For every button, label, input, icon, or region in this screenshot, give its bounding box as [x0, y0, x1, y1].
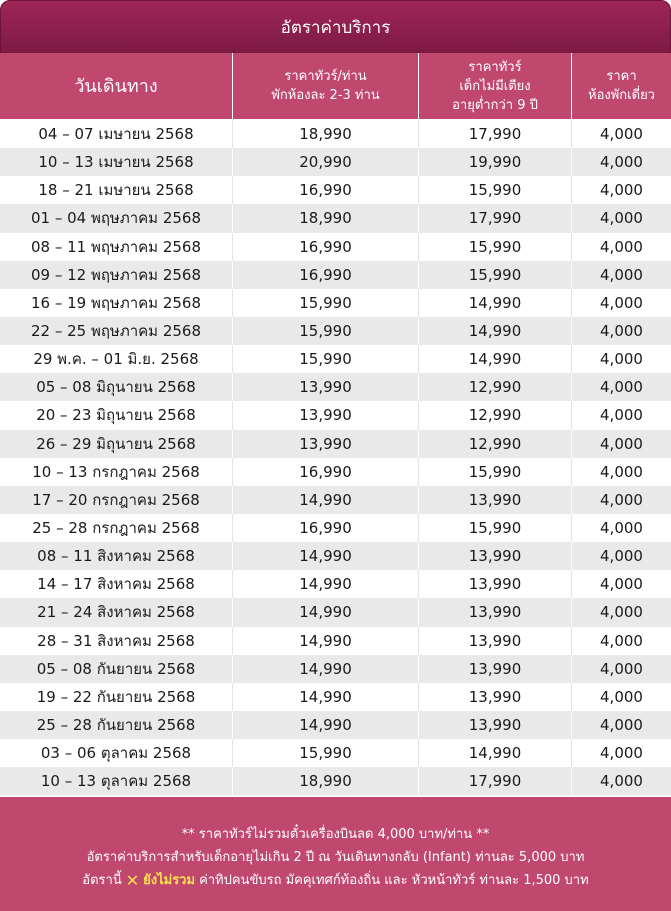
cell-single-room: 4,000 [600, 237, 643, 256]
cell-date: 10 – 13 เมษายน 2568 [0, 148, 233, 176]
table-row [0, 345, 671, 373]
cell-single-room: 4,000 [600, 378, 643, 397]
notes-footer [0, 797, 671, 911]
cell-single-room: 4,000 [600, 434, 643, 453]
table-row [0, 120, 671, 148]
cell-single-room: 4,000 [600, 406, 643, 425]
cell-single-room: 4,000 [600, 490, 643, 509]
cell-adult-price: 14,990 [233, 570, 419, 598]
cell-date: 08 – 11 สิงหาคม 2568 [0, 542, 233, 570]
cell-adult-price: 15,990 [233, 289, 419, 317]
table-row [0, 373, 671, 401]
cell-single-room: 4,000 [600, 744, 643, 763]
cell-adult-price: 20,990 [233, 148, 419, 176]
cell-adult-price: 14,990 [233, 711, 419, 739]
table-header [0, 53, 671, 119]
cell-child-price: 13,990 [419, 627, 572, 655]
table-row [0, 514, 671, 542]
table-row [0, 767, 671, 795]
table-row [0, 655, 671, 683]
cell-single-room: 4,000 [600, 772, 643, 791]
table-title: อัตราค่าบริการ [0, 0, 671, 54]
note-infant: อัตราค่าบริการสำหรับเด็กอายุไม่เกิน 2 ปี ณ วันเดินทางกลับ (Infant) ท่านละ 5,000 บาท [86, 849, 585, 865]
table-row [0, 401, 671, 429]
cell-date: 05 – 08 กันยายน 2568 [0, 655, 233, 683]
cell-single-room: 4,000 [600, 716, 643, 735]
cell-adult-price: 15,990 [233, 739, 419, 767]
table-row [0, 598, 671, 626]
cell-single-room: 4,000 [600, 631, 643, 650]
cell-date: 08 – 11 พฤษภาคม 2568 [0, 233, 233, 261]
note-tips [82, 869, 588, 892]
table-row [0, 261, 671, 289]
cell-single-room: 4,000 [600, 153, 643, 172]
cell-child-price: 17,990 [419, 767, 572, 795]
cell-date: 28 – 31 สิงหาคม 2568 [0, 627, 233, 655]
cell-date: 21 – 24 สิงหาคม 2568 [0, 598, 233, 626]
cell-child-price: 13,990 [419, 711, 572, 739]
cell-single-room: 4,000 [600, 659, 643, 678]
cell-adult-price: 18,990 [233, 204, 419, 232]
cell-single-room: 4,000 [600, 575, 643, 594]
header-child-price [419, 53, 572, 119]
table-row [0, 627, 671, 655]
cell-date: 29 พ.ค. – 01 มิ.ย. 2568 [0, 345, 233, 373]
table-row [0, 542, 671, 570]
cell-date: 18 – 21 เมษายน 2568 [0, 176, 233, 204]
header-adult-line1: ราคาทัวร์/ท่าน [284, 69, 367, 84]
header-child-line1: ราคาทัวร์ [468, 59, 522, 75]
cell-child-price: 19,990 [419, 148, 572, 176]
cell-single-room: 4,000 [600, 209, 643, 228]
cell-date: 05 – 08 มิถุนายน 2568 [0, 373, 233, 401]
table-row [0, 711, 671, 739]
cell-date: 04 – 07 เมษายน 2568 [0, 120, 233, 148]
cell-child-price: 15,990 [419, 233, 572, 261]
header-adult-line2: พักห้องละ 2-3 ท่าน [271, 88, 380, 103]
cell-adult-price: 13,990 [233, 373, 419, 401]
cell-date: 17 – 20 กรกฎาคม 2568 [0, 486, 233, 514]
cell-child-price: 15,990 [419, 176, 572, 204]
cell-date: 09 – 12 พฤษภาคม 2568 [0, 261, 233, 289]
cell-child-price: 15,990 [419, 261, 572, 289]
header-single-room [572, 53, 671, 119]
cell-single-room: 4,000 [600, 603, 643, 622]
cell-single-room: 4,000 [600, 462, 643, 481]
cell-date: 19 – 22 กันยายน 2568 [0, 683, 233, 711]
cell-single-room: 4,000 [600, 265, 643, 284]
cell-single-room: 4,000 [600, 293, 643, 312]
cell-date: 20 – 23 มิถุนายน 2568 [0, 401, 233, 429]
cell-date: 01 – 04 พฤษภาคม 2568 [0, 204, 233, 232]
cell-child-price: 13,990 [419, 542, 572, 570]
cell-single-room: 4,000 [600, 519, 643, 538]
note-tips-rest: ค่าทิปคนขับรถ มัคคุเทศก์ท้องถิ่น และ หัวหน้าทัวร์ ท่านละ 1,500 บาท [199, 872, 589, 888]
cell-child-price: 13,990 [419, 570, 572, 598]
cell-date: 03 – 06 ตุลาคม 2568 [0, 739, 233, 767]
cell-adult-price: 18,990 [233, 120, 419, 148]
cross-mark-icon: ✕ [125, 870, 140, 890]
header-single-line2: ห้องพักเดี่ยว [588, 88, 655, 103]
cell-single-room: 4,000 [600, 547, 643, 566]
cell-date: 16 – 19 พฤษภาคม 2568 [0, 289, 233, 317]
cell-date: 10 – 13 กรกฎาคม 2568 [0, 458, 233, 486]
cell-adult-price: 16,990 [233, 261, 419, 289]
table-row [0, 148, 671, 176]
cell-adult-price: 14,990 [233, 627, 419, 655]
cell-adult-price: 18,990 [233, 767, 419, 795]
cell-adult-price: 14,990 [233, 655, 419, 683]
cell-adult-price: 14,990 [233, 542, 419, 570]
cell-adult-price: 14,990 [233, 683, 419, 711]
cell-child-price: 12,990 [419, 401, 572, 429]
header-date: วันเดินทาง [0, 53, 233, 119]
cell-date: 26 – 29 มิถุนายน 2568 [0, 430, 233, 458]
cell-child-price: 14,990 [419, 345, 572, 373]
cell-date: 10 – 13 ตุลาคม 2568 [0, 767, 233, 795]
cell-child-price: 13,990 [419, 598, 572, 626]
table-row [0, 486, 671, 514]
cell-adult-price: 16,990 [233, 176, 419, 204]
cell-adult-price: 15,990 [233, 345, 419, 373]
cell-child-price: 12,990 [419, 430, 572, 458]
cell-child-price: 13,990 [419, 683, 572, 711]
cell-single-room: 4,000 [600, 687, 643, 706]
cell-date: 14 – 17 สิงหาคม 2568 [0, 570, 233, 598]
cell-single-room: 4,000 [600, 350, 643, 369]
cell-child-price: 15,990 [419, 458, 572, 486]
table-body [0, 120, 671, 795]
cell-adult-price: 14,990 [233, 486, 419, 514]
table-row [0, 289, 671, 317]
table-row [0, 233, 671, 261]
cell-single-room: 4,000 [600, 125, 643, 144]
cell-adult-price: 15,990 [233, 317, 419, 345]
table-row [0, 458, 671, 486]
table-row [0, 204, 671, 232]
cell-child-price: 12,990 [419, 373, 572, 401]
cell-child-price: 14,990 [419, 739, 572, 767]
table-row [0, 570, 671, 598]
cell-adult-price: 13,990 [233, 430, 419, 458]
header-single-line1: ราคา [606, 69, 637, 84]
table-row [0, 683, 671, 711]
header-child-line2: เด็กไม่มีเตียง [459, 78, 531, 94]
cell-date: 25 – 28 กรกฎาคม 2568 [0, 514, 233, 542]
cell-child-price: 17,990 [419, 204, 572, 232]
cell-adult-price: 16,990 [233, 514, 419, 542]
table-row [0, 317, 671, 345]
header-adult-price [233, 53, 419, 119]
cell-child-price: 13,990 [419, 486, 572, 514]
cell-child-price: 15,990 [419, 514, 572, 542]
cell-adult-price: 16,990 [233, 233, 419, 261]
header-child-line3: อายุต่ำกว่า 9 ปี [452, 97, 538, 113]
table-row [0, 176, 671, 204]
cell-child-price: 17,990 [419, 120, 572, 148]
cell-child-price: 13,990 [419, 655, 572, 683]
cell-single-room: 4,000 [600, 322, 643, 341]
note-airfare: ** ราคาทัวร์ไม่รวมตั๋วเครื่องบินลด 4,000 บาท/ท่าน ** [181, 826, 490, 842]
note-tips-highlight: ยังไม่รวม [143, 872, 196, 888]
cell-adult-price: 14,990 [233, 598, 419, 626]
cell-adult-price: 13,990 [233, 401, 419, 429]
table-row [0, 430, 671, 458]
cell-date: 22 – 25 พฤษภาคม 2568 [0, 317, 233, 345]
cell-date: 25 – 28 กันยายน 2568 [0, 711, 233, 739]
note-tips-prefix: อัตรานี้ [82, 872, 122, 888]
table-row [0, 739, 671, 767]
cell-child-price: 14,990 [419, 289, 572, 317]
cell-adult-price: 16,990 [233, 458, 419, 486]
cell-single-room: 4,000 [600, 181, 643, 200]
cell-child-price: 14,990 [419, 317, 572, 345]
